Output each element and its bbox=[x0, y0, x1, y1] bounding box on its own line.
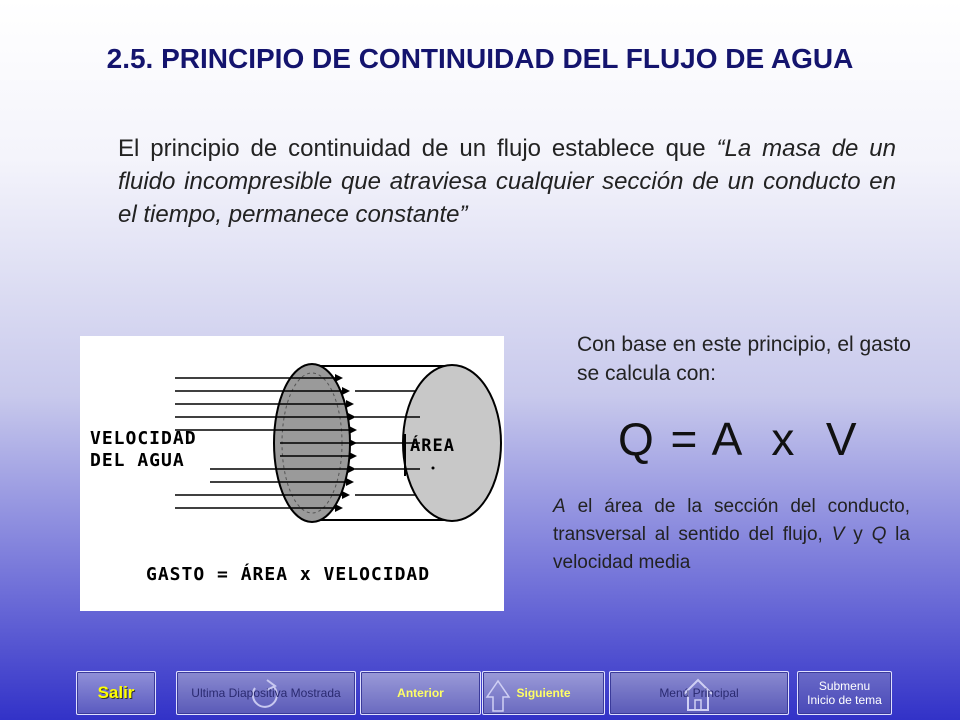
desc-part-2: y bbox=[844, 524, 872, 545]
var-a: A bbox=[553, 496, 566, 517]
last-slide-button[interactable] bbox=[176, 671, 356, 715]
area-label: ÁREA bbox=[410, 436, 455, 456]
previous-button[interactable] bbox=[360, 671, 481, 715]
up-arrow-icon bbox=[483, 673, 513, 713]
topic-start-label: Inicio de tema bbox=[807, 693, 882, 707]
exit-button-label: Salir bbox=[97, 683, 135, 702]
desc-part-3: la velocidad media bbox=[553, 524, 910, 573]
var-v: V bbox=[831, 524, 845, 545]
slide-title: 2.5. PRINCIPIO DE CONTINUIDAD DEL FLUJO DE AGUA bbox=[106, 43, 854, 74]
desc-part-1: el área de la sección del conducto, transversal al sentido del flujo, bbox=[553, 496, 910, 545]
previous-label: Anterior bbox=[397, 686, 444, 700]
velocity-label-line2: DEL AGUA bbox=[90, 450, 185, 471]
main-menu-label: Menú Principal bbox=[659, 686, 739, 700]
intro-text: El principio de continuidad de un flujo establece que bbox=[118, 135, 717, 162]
gasto-label: GASTO = ÁREA x VELOCIDAD bbox=[146, 564, 431, 585]
main-menu-button[interactable] bbox=[609, 671, 789, 715]
submenu-label: Submenu bbox=[818, 679, 871, 693]
variable-description bbox=[553, 493, 910, 577]
next-label: Siguiente bbox=[516, 686, 571, 700]
last-slide-label: Ultima Diapositiva Mostrada bbox=[191, 686, 341, 700]
exit-button[interactable] bbox=[76, 671, 156, 715]
intro-paragraph bbox=[118, 132, 896, 231]
submenu-button[interactable] bbox=[797, 671, 892, 715]
base-principle-text: Con base en este principio, el gasto se calcula con: bbox=[577, 333, 911, 385]
continuity-diagram bbox=[80, 336, 504, 611]
velocity-label-line1: VELOCIDAD bbox=[90, 428, 197, 449]
flow-formula: Q = A x V bbox=[618, 413, 859, 465]
next-button[interactable] bbox=[482, 671, 605, 715]
velocity-label bbox=[90, 428, 197, 472]
intro-quote: “La masa de un fluido incompresible que atraviesa cualquier sección de un conducto en el tiempo, permanece constante” bbox=[118, 135, 896, 228]
var-q: Q bbox=[871, 524, 887, 545]
